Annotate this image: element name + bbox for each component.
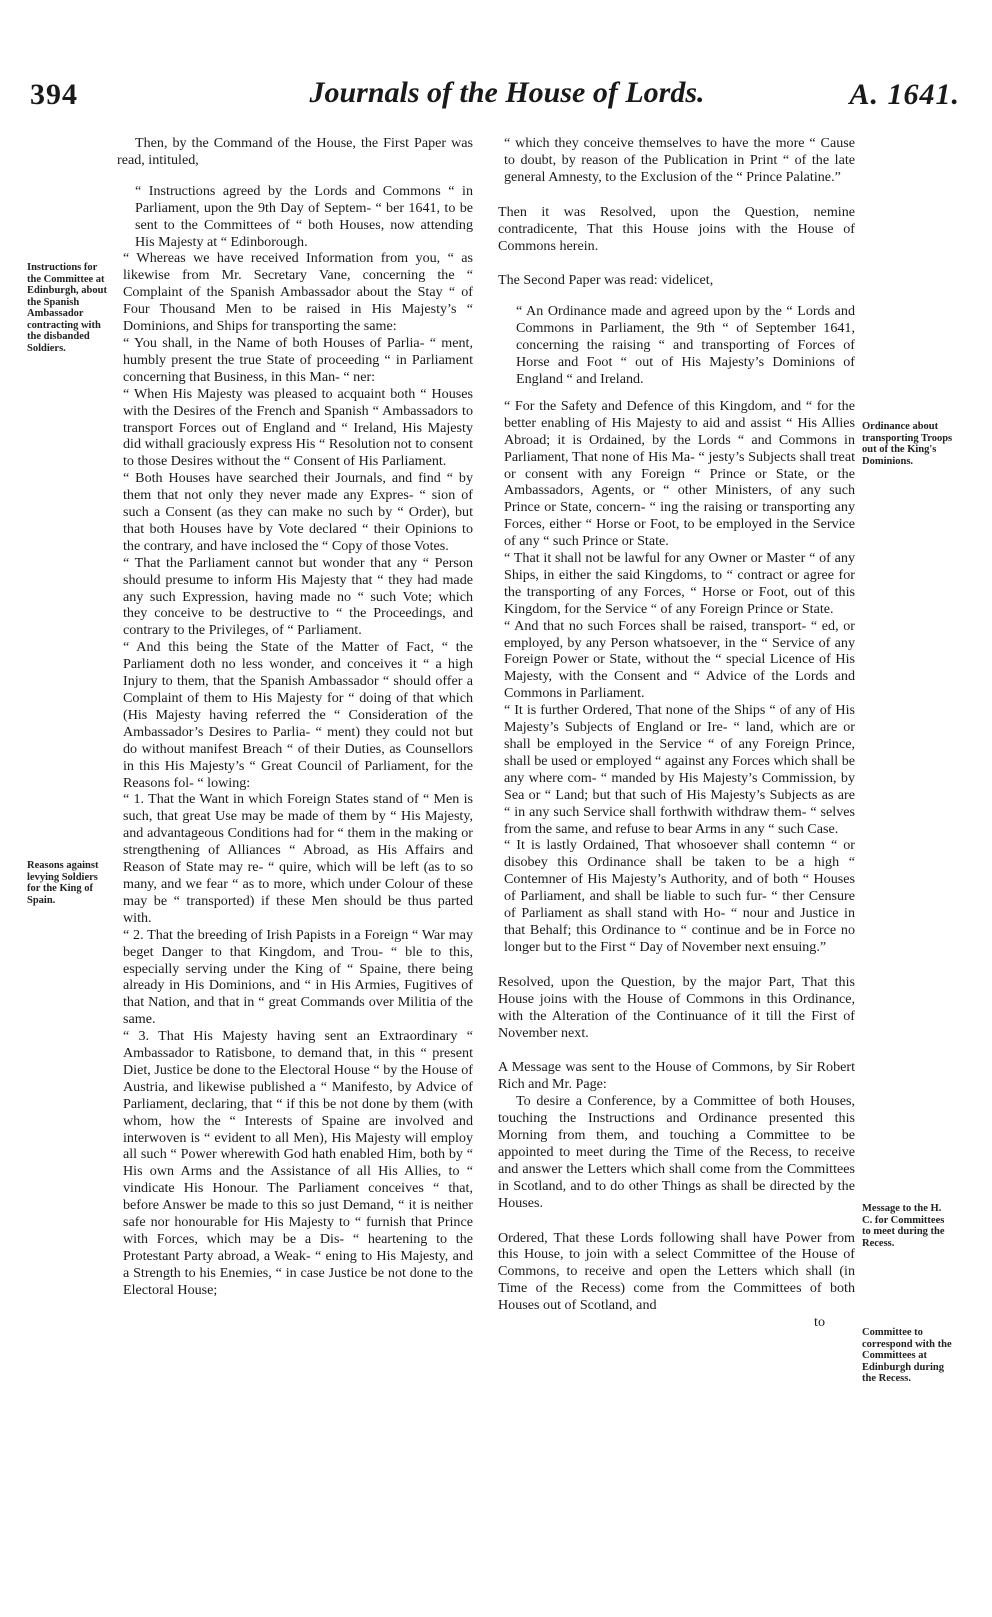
paragraph: Ordered, That these Lords following shall have Power from this House, to join with a select Committee of the House of Commons, to receive and open the Letters which shall (in Time of the Recess) come from the Committees of both Houses out of Scotland, and <box>498 1229 855 1314</box>
page-header <box>0 70 992 120</box>
paragraph: Then it was Resolved, upon the Question, nemine contradicente, That this House joins with the House of Commons herein. <box>498 203 855 254</box>
paragraph: “ And this being the State of the Matter of Fact, “ the Parliament doth no less wonder, and conceives it “ a high Injury to them, that the Spanish Ambassador “ should offer a Complaint of them to His Majesty for “ doing of that which (His Majesty having referred the “ Consideration of the Ambassador’s Desires to Parlia- “ ment) they could not but do without manifest Breach “ of their Duties, as Counsellors in this His Majesty’s “ Great Council of Parliament, for the Reasons fol- “ lowing: <box>123 639 473 791</box>
margin-note-message: Message to the H. C. for Committees to meet during the Recess. <box>862 1203 945 1249</box>
margin-note-ordinance: Ordinance about transporting Troops out of the King's Dominions. <box>862 421 953 467</box>
running-title: Journals of the House of Lords. <box>309 76 705 109</box>
margin-note-committee: Committee to correspond with the Committees at Edinburgh during the Recess. <box>862 1327 952 1384</box>
paragraph: “ 3. That His Majesty having sent an Extraordinary “ Ambassador to Ratisbone, to demand that, in this “ present Diet, Justice be done to the Electoral House “ by the House of Austria, and likewise published a “ Manifesto, by Advice of Parliament, declaring, that “ if this be not done by them (with whom, how the “ Interests of Spaine are involved and interwoven is “ evident to all Men), His Majesty will employ all such “ Power wherewith God hath enabled Him, both by “ His own Arms and the Assistance of all His Allies, to “ vindicate His Honour. The Parliament conceives “ that, before Answer be made to this so just Demand, “ it is neither safe nor honourable for His Majesty to “ furnish that Prince with Forces, which may be a Dis- “ heartening to the Protestant Party abroad, a Weak- “ ening to His Majesty, and a Strength to his Enemies, “ in case Justice be not done to the Electoral House; <box>123 1028 473 1298</box>
paragraph: “ You shall, in the Name of both Houses of Parlia- “ ment, humbly present the true State of proceeding “ in Parliament concerning that Business, in this Man- “ ner: <box>123 334 473 385</box>
paragraph: The Second Paper was read: videlicet, <box>498 272 714 289</box>
ordinance-title: “ An Ordinance made and agreed upon by the “ Lords and Commons in Parliament, the 9th “ of September 1641, concerning the raising “ and transporting of Forces of Horse and Foot “ out of His Majesty’s Dominions of England “ and Ireland. <box>516 303 855 387</box>
paragraph: “ 2. That the breeding of Irish Papists in a Foreign “ War may beget Danger to that Kingdom, and Trou- “ ble to this, especially serving under the King of “ Spaine, there being already in His Dominions, and “ in His Armies, Fugitives of that Nation, and that in “ great Commands over Militia of the same. <box>123 926 473 1028</box>
paragraph: “ which they conceive themselves to have the more “ Cause to doubt, by reason of the Publication in Print “ of the late general Amnesty, to the Exclusion of the “ Prince Palatine.” <box>504 135 855 185</box>
paragraph: “ When His Majesty was pleased to acquaint both “ Houses with the Desires of the French and Spanish “ Ambassadors to transport Forces out of England and “ Ireland, His Majesty did withall graciously express His “ Resolution not to consent to those Desires without the “ Consent of His Parliament. <box>123 385 473 470</box>
paragraph: Then, by the Command of the House, the First Paper was read, intituled, <box>117 135 473 168</box>
paragraph: A Message was sent to the House of Commons, by Sir Robert Rich and Mr. Page: <box>498 1059 855 1093</box>
left-column <box>117 135 473 1299</box>
right-column <box>498 135 855 1331</box>
catchword: to <box>814 1314 825 1331</box>
year-label: A. 1641. <box>849 78 960 111</box>
margin-note-instructions: Instructions for the Committee at Edinburgh, about the Spanish Ambassador contracting with the disbanded Soldiers. <box>27 262 107 354</box>
paragraph: “ That the Parliament cannot but wonder that any “ Person should presume to inform His Majesty that “ they had made any such Expression, having made no “ such Vote; which they conceive to be destructive to “ the Proceedings, and contrary to the Privileges, of “ Parliament. <box>123 554 473 639</box>
paragraph: “ It is lastly Ordained, That whosoever shall contemn “ or disobey this Ordinance shall be taken to be a high “ Contemner of His Majesty’s Authority, and of both “ Houses of Parliament, and shall be liable to such fur- “ ther Censure of Parliament as shall stand with Ho- “ nour and Justice in that Behalf; this Ordinance to “ continue and be in Force no longer but to the First “ Day of November next ensuing.” <box>504 837 855 955</box>
page-number: 394 <box>30 78 78 111</box>
paragraph: “ Whereas we have received Information from you, “ as likewise from Mr. Secretary Vane, concerning the “ Complaint of the Spanish Ambassador about the Stay “ of Four Thousand Men to be raised in His Majesty’s “ Dominions, and Ships for transporting the same: <box>123 250 473 335</box>
instructions-title: “ Instructions agreed by the Lords and Commons “ in Parliament, upon the 9th Day of Septem- “ ber 1641, to be sent to the Committees of “ both Houses, now attending His Majesty at “ Edinborough. <box>135 182 473 250</box>
paragraph: “ And that no such Forces shall be raised, transport- “ ed, or employed, by any Person whatsoever, in the “ Service of any Foreign Power or State, without the “ special Licence of His Majesty, with the Consent and “ Advice of the Lords and Commons in Parliament. <box>504 617 855 702</box>
paragraph: “ It is further Ordered, That none of the Ships “ of any of His Majesty’s Subjects of England or Ire- “ land, which are or shall be employed in the Service “ of any Foreign Prince, shall be used or employed “ against any Forces which shall be any where com- “ manded by His Majesty’s Commission, by Sea or “ Land; but that such of His Majesty’s Subjects as are “ in any such Service shall forthwith withdraw them- “ selves from the same, and refuse to bear Arms in any “ such Case. <box>504 702 855 837</box>
paragraph: To desire a Conference, by a Committee of both Houses, touching the Instructions and Ordinance presented this Morning from them, and touching a Committee to be appointed to meet during the Time of the Recess, to receive and answer the Letters which shall come from the Committees in Scotland, and to do other Things as shall be directed by the Houses. <box>498 1093 855 1211</box>
paragraph: “ For the Safety and Defence of this Kingdom, and “ for the better enabling of His Majesty to aid and assist “ His Allies Abroad; it is Ordained, by the Lords “ and Commons in Parliament, That none of His Ma- “ jesty’s Subjects shall treat or consent with any Foreign “ Prince or State, or the Ambassadors, Agents, or “ other Ministers, of any such Prince or State, concern- “ ing the raising or transporting any Forces, either “ Horse or Foot, to be employed in the Service of any “ such Prince or State. <box>504 397 855 550</box>
paragraph: “ That it shall not be lawful for any Owner or Master “ of any Ships, in either the said Kingdoms, to “ contract or agree for the transporting of any Forces, “ Horse or Foot, out of this Kingdom, for the Service “ of any Foreign Prince or State. <box>504 550 855 617</box>
paragraph: “ Both Houses have searched their Journals, and find “ by them that not only they never made any Expres- “ sion of such a Consent (as they can make no such by “ Order), but that both Houses have by Vote declared “ their Opinions to the contrary, and have inclosed the “ Copy of those Votes. <box>123 470 473 554</box>
margin-note-reasons: Reasons against levying Soldiers for the King of Spain. <box>27 860 99 906</box>
paragraph: “ 1. That the Want in which Foreign States stand of “ Men is such, that great Use may be made of them by “ His Majesty, and advantageous Conditions had for “ them in the making or strengthening of Alliances “ Abroad, as His Affairs and Reason of State may re- “ quire, which will be left (as to so many, and we fear “ as to more, which under Colour of these may be “ transported) if these Men should be thus parted with. <box>123 791 473 926</box>
paragraph: Resolved, upon the Question, by the major Part, That this House joins with the House of Commons in this Ordinance, with the Alteration of the Continuance of it till the First of November next. <box>498 973 855 1041</box>
